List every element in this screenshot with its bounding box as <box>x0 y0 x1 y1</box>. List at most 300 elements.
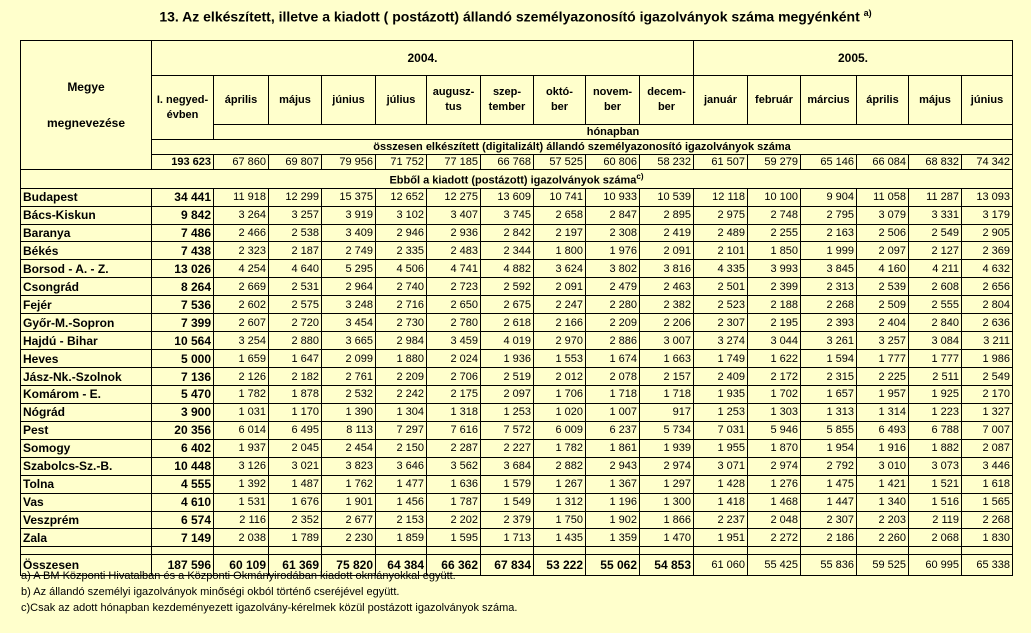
value-cell: 4 555 <box>152 475 214 493</box>
value-cell: 2 091 <box>534 278 586 296</box>
value-cell: 2 677 <box>322 511 376 529</box>
value-cell: 1 303 <box>748 403 801 421</box>
value-cell: 5 855 <box>801 421 857 439</box>
value-cell: 2 519 <box>481 368 534 386</box>
table-row <box>21 475 1013 493</box>
value-cell: 2 509 <box>857 296 909 314</box>
value-cell: 1 787 <box>427 493 481 511</box>
value-cell: 1 390 <box>322 403 376 421</box>
value-cell: 10 564 <box>152 332 214 350</box>
value-cell: 2 202 <box>427 511 481 529</box>
value-cell: 5 295 <box>322 260 376 278</box>
value-cell: 2 847 <box>586 206 640 224</box>
value-cell: 1 618 <box>962 475 1013 493</box>
value-cell: 2 943 <box>586 457 640 475</box>
value-cell: 1 421 <box>857 475 909 493</box>
value-cell: 3 021 <box>269 457 322 475</box>
value-cell: 34 441 <box>152 188 214 206</box>
county-name: Fejér <box>21 296 152 314</box>
value-cell: 2 255 <box>748 224 801 242</box>
value-cell: 2 555 <box>909 296 962 314</box>
value-cell: 917 <box>640 403 694 421</box>
produced-totals-row <box>21 155 1013 170</box>
table-row <box>21 421 1013 439</box>
value-cell: 1 955 <box>694 439 748 457</box>
month-header: május <box>909 76 962 125</box>
table-row <box>21 439 1013 457</box>
value-cell: 3 454 <box>322 314 376 332</box>
month-header: novem- ber <box>586 76 640 125</box>
footnote: a) A BM Központi Hivatalban és a Központi Okmányirodában kiadott okmányokkal együtt. <box>21 570 456 582</box>
value-cell: 2 549 <box>962 368 1013 386</box>
value-cell: 3 919 <box>322 206 376 224</box>
value-cell: 2 946 <box>376 224 427 242</box>
value-cell: 4 610 <box>152 493 214 511</box>
value-cell: 7 007 <box>962 421 1013 439</box>
value-cell: 2 206 <box>640 314 694 332</box>
value-cell: 5 734 <box>640 421 694 439</box>
value-cell: 1 939 <box>640 439 694 457</box>
value-cell: 6 014 <box>214 421 269 439</box>
value-cell: 3 459 <box>427 332 481 350</box>
value-cell: 3 248 <box>322 296 376 314</box>
value-cell: 2 842 <box>481 224 534 242</box>
value-cell: 2 307 <box>801 511 857 529</box>
value-cell: 2 970 <box>534 332 586 350</box>
value-cell: 2 882 <box>534 457 586 475</box>
value-cell: 1 594 <box>801 350 857 368</box>
value-cell: 1 901 <box>322 493 376 511</box>
summary-value-cell: 64 384 <box>376 555 427 576</box>
county-name: Bács-Kiskun <box>21 206 152 224</box>
summary-value-cell: 65 338 <box>962 555 1013 576</box>
value-cell: 2 382 <box>640 296 694 314</box>
value-cell: 3 816 <box>640 260 694 278</box>
month-header: április <box>214 76 269 125</box>
value-cell: 3 179 <box>962 206 1013 224</box>
value-cell: 12 118 <box>694 188 748 206</box>
value-cell: 2 315 <box>801 368 857 386</box>
value-cell: 2 549 <box>909 224 962 242</box>
value-cell: 1 718 <box>586 385 640 403</box>
value-cell: 2 506 <box>857 224 909 242</box>
value-cell: 10 933 <box>586 188 640 206</box>
value-cell: 2 195 <box>748 314 801 332</box>
value-cell: 3 257 <box>269 206 322 224</box>
title-text: 13. Az elkészített, illetve a kiadott ( postázott) állandó személyazonosító igazolványok száma megyénként <box>159 8 860 25</box>
value-cell: 2 038 <box>214 529 269 547</box>
value-cell: 3 044 <box>748 332 801 350</box>
value-cell: 1 986 <box>962 350 1013 368</box>
value-cell: 7 616 <box>427 421 481 439</box>
value-cell: 2 618 <box>481 314 534 332</box>
produced-total-cell: 60 806 <box>586 155 640 170</box>
value-cell: 2 975 <box>694 206 748 224</box>
value-cell: 1 674 <box>586 350 640 368</box>
county-name: Heves <box>21 350 152 368</box>
county-name: Borsod - A. - Z. <box>21 260 152 278</box>
value-cell: 2 268 <box>801 296 857 314</box>
value-cell: 2 964 <box>322 278 376 296</box>
value-cell: 6 495 <box>269 421 322 439</box>
table-row <box>21 511 1013 529</box>
total-produced-label: összesen elkészített (digitalizált) állandó személyazonosító igazolványok száma <box>152 140 1013 155</box>
produced-total-cell: 69 807 <box>269 155 322 170</box>
value-cell: 1 300 <box>640 493 694 511</box>
value-cell: 2 592 <box>481 278 534 296</box>
value-cell: 1 659 <box>214 350 269 368</box>
value-cell: 2 489 <box>694 224 748 242</box>
value-cell: 1 468 <box>748 493 801 511</box>
month-header: április <box>857 76 909 125</box>
county-name: Tolna <box>21 475 152 493</box>
value-cell: 2 538 <box>269 224 322 242</box>
value-cell: 1 636 <box>427 475 481 493</box>
value-cell: 2 099 <box>322 350 376 368</box>
value-cell: 10 100 <box>748 188 801 206</box>
produced-total-cell: 67 860 <box>214 155 269 170</box>
month-header: május <box>269 76 322 125</box>
value-cell: 2 335 <box>376 242 427 260</box>
value-cell: 4 640 <box>269 260 322 278</box>
value-cell: 1 475 <box>801 475 857 493</box>
value-cell: 1 777 <box>909 350 962 368</box>
month-header: március <box>801 76 857 125</box>
county-name: Békés <box>21 242 152 260</box>
table-row <box>21 332 1013 350</box>
first-quarter-header: I. negyed- évben <box>152 76 214 140</box>
value-cell: 1 782 <box>214 385 269 403</box>
month-header: július <box>376 76 427 125</box>
value-cell: 2 840 <box>909 314 962 332</box>
county-name: Hajdú - Bihar <box>21 332 152 350</box>
value-cell: 1 531 <box>214 493 269 511</box>
value-cell: 2 532 <box>322 385 376 403</box>
summary-value-cell: 60 109 <box>214 555 269 576</box>
value-cell: 13 093 <box>962 188 1013 206</box>
summary-value-cell: 60 995 <box>909 555 962 576</box>
value-cell: 2 740 <box>376 278 427 296</box>
value-cell: 5 470 <box>152 385 214 403</box>
value-cell: 1 565 <box>962 493 1013 511</box>
table-row <box>21 224 1013 242</box>
value-cell: 2 313 <box>801 278 857 296</box>
month-header: június <box>962 76 1013 125</box>
value-cell: 2 127 <box>909 242 962 260</box>
value-cell: 2 379 <box>481 511 534 529</box>
value-cell: 7 031 <box>694 421 748 439</box>
county-name: Komárom - E. <box>21 385 152 403</box>
value-cell: 1 800 <box>534 242 586 260</box>
value-cell: 2 272 <box>748 529 801 547</box>
value-cell: 1 223 <box>909 403 962 421</box>
county-name: Csongrád <box>21 278 152 296</box>
value-cell: 1 312 <box>534 493 586 511</box>
county-name: Szabolcs-Sz.-B. <box>21 457 152 475</box>
value-cell: 2 175 <box>427 385 481 403</box>
value-cell: 3 071 <box>694 457 748 475</box>
value-cell: 4 882 <box>481 260 534 278</box>
value-cell: 2 307 <box>694 314 748 332</box>
value-cell: 2 203 <box>857 511 909 529</box>
value-cell: 2 974 <box>640 457 694 475</box>
value-cell: 2 227 <box>481 439 534 457</box>
value-cell: 3 007 <box>640 332 694 350</box>
value-cell: 1 276 <box>748 475 801 493</box>
value-cell: 2 247 <box>534 296 586 314</box>
value-cell: 1 622 <box>748 350 801 368</box>
value-cell: 1 870 <box>748 439 801 457</box>
value-cell: 1 782 <box>534 439 586 457</box>
value-cell: 1 657 <box>801 385 857 403</box>
county-name: Nógrád <box>21 403 152 421</box>
title-footnote-marker: a) <box>863 8 872 18</box>
county-rows <box>21 188 1013 576</box>
value-cell: 1 359 <box>586 529 640 547</box>
value-cell: 2 675 <box>481 296 534 314</box>
value-cell: 2 607 <box>214 314 269 332</box>
table-row <box>21 457 1013 475</box>
value-cell: 2 209 <box>376 368 427 386</box>
value-cell: 2 012 <box>534 368 586 386</box>
month-header: decem- ber <box>640 76 694 125</box>
month-header: június <box>322 76 376 125</box>
value-cell: 1 579 <box>481 475 534 493</box>
value-cell: 11 287 <box>909 188 962 206</box>
value-cell: 4 254 <box>214 260 269 278</box>
county-header-line1: Megye <box>67 80 105 94</box>
value-cell: 4 160 <box>857 260 909 278</box>
value-cell: 1 850 <box>748 242 801 260</box>
value-cell: 2 097 <box>857 242 909 260</box>
value-cell: 1 861 <box>586 439 640 457</box>
value-cell: 15 375 <box>322 188 376 206</box>
value-cell: 2 636 <box>962 314 1013 332</box>
county-name: Pest <box>21 421 152 439</box>
summary-value-cell: 55 836 <box>801 555 857 576</box>
page-title <box>0 8 1031 25</box>
value-cell: 1 976 <box>586 242 640 260</box>
value-cell: 4 211 <box>909 260 962 278</box>
value-cell: 2 780 <box>427 314 481 332</box>
value-cell: 3 624 <box>534 260 586 278</box>
value-cell: 2 650 <box>427 296 481 314</box>
value-cell: 2 575 <box>269 296 322 314</box>
value-cell: 1 367 <box>586 475 640 493</box>
summary-value-cell: 55 425 <box>748 555 801 576</box>
value-cell: 1 340 <box>857 493 909 511</box>
value-cell: 2 454 <box>322 439 376 457</box>
month-header: októ- ber <box>534 76 586 125</box>
value-cell: 1 477 <box>376 475 427 493</box>
value-cell: 2 905 <box>962 224 1013 242</box>
table-row <box>21 260 1013 278</box>
value-cell: 3 900 <box>152 403 214 421</box>
value-cell: 7 486 <box>152 224 214 242</box>
value-cell: 2 260 <box>857 529 909 547</box>
value-cell: 2 369 <box>962 242 1013 260</box>
produced-total-cell: 61 507 <box>694 155 748 170</box>
summary-value-cell: 61 369 <box>269 555 322 576</box>
value-cell: 9 904 <box>801 188 857 206</box>
produced-total-cell: 59 279 <box>748 155 801 170</box>
value-cell: 1 935 <box>694 385 748 403</box>
value-cell: 2 344 <box>481 242 534 260</box>
value-cell: 3 126 <box>214 457 269 475</box>
value-cell: 2 706 <box>427 368 481 386</box>
value-cell: 3 264 <box>214 206 269 224</box>
summary-value-cell: 61 060 <box>694 555 748 576</box>
value-cell: 6 574 <box>152 511 214 529</box>
value-cell: 2 097 <box>481 385 534 403</box>
statistics-table <box>20 40 1013 576</box>
month-header: augusz- tus <box>427 76 481 125</box>
value-cell: 2 182 <box>269 368 322 386</box>
value-cell: 7 572 <box>481 421 534 439</box>
value-cell: 1 777 <box>857 350 909 368</box>
value-cell: 2 608 <box>909 278 962 296</box>
value-cell: 2 936 <box>427 224 481 242</box>
produced-total-cell: 79 956 <box>322 155 376 170</box>
value-cell: 2 045 <box>269 439 322 457</box>
value-cell: 1 925 <box>909 385 962 403</box>
month-header: szep- tember <box>481 76 534 125</box>
table-row <box>21 403 1013 421</box>
value-cell: 2 501 <box>694 278 748 296</box>
value-cell: 2 795 <box>801 206 857 224</box>
value-cell: 3 084 <box>909 332 962 350</box>
value-cell: 1 830 <box>962 529 1013 547</box>
produced-total-cell: 58 232 <box>640 155 694 170</box>
value-cell: 3 409 <box>322 224 376 242</box>
value-cell: 2 792 <box>801 457 857 475</box>
value-cell: 2 308 <box>586 224 640 242</box>
issued-label-text: Ebből a kiadott (postázott) igazolványok száma <box>389 174 637 187</box>
value-cell: 1 676 <box>269 493 322 511</box>
produced-total-cell: 71 752 <box>376 155 427 170</box>
value-cell: 1 866 <box>640 511 694 529</box>
value-cell: 3 254 <box>214 332 269 350</box>
value-cell: 2 225 <box>857 368 909 386</box>
value-cell: 2 880 <box>269 332 322 350</box>
value-cell: 20 356 <box>152 421 214 439</box>
value-cell: 2 287 <box>427 439 481 457</box>
value-cell: 2 087 <box>962 439 1013 457</box>
county-name: Vas <box>21 493 152 511</box>
value-cell: 1 297 <box>640 475 694 493</box>
value-cell: 2 280 <box>586 296 640 314</box>
value-cell: 2 068 <box>909 529 962 547</box>
value-cell: 2 101 <box>694 242 748 260</box>
value-cell: 3 823 <box>322 457 376 475</box>
value-cell: 11 918 <box>214 188 269 206</box>
table-row <box>21 278 1013 296</box>
value-cell: 1 954 <box>801 439 857 457</box>
table-row <box>21 206 1013 224</box>
value-cell: 1 937 <box>214 439 269 457</box>
value-cell: 1 750 <box>534 511 586 529</box>
value-cell: 1 789 <box>269 529 322 547</box>
value-cell: 3 261 <box>801 332 857 350</box>
value-cell: 2 352 <box>269 511 322 529</box>
value-cell: 3 257 <box>857 332 909 350</box>
value-cell: 3 446 <box>962 457 1013 475</box>
value-cell: 7 297 <box>376 421 427 439</box>
value-cell: 1 663 <box>640 350 694 368</box>
value-cell: 4 741 <box>427 260 481 278</box>
value-cell: 1 428 <box>694 475 748 493</box>
value-cell: 3 684 <box>481 457 534 475</box>
value-cell: 1 702 <box>748 385 801 403</box>
value-cell: 1 749 <box>694 350 748 368</box>
produced-total-cell: 57 525 <box>534 155 586 170</box>
value-cell: 1 318 <box>427 403 481 421</box>
value-cell: 3 102 <box>376 206 427 224</box>
produced-total-cell: 74 342 <box>962 155 1013 170</box>
value-cell: 1 916 <box>857 439 909 457</box>
value-cell: 1 267 <box>534 475 586 493</box>
value-cell: 1 304 <box>376 403 427 421</box>
value-cell: 6 493 <box>857 421 909 439</box>
table-row <box>21 529 1013 547</box>
year-2004-header: 2004. <box>152 41 694 76</box>
value-cell: 2 186 <box>801 529 857 547</box>
value-cell: 3 802 <box>586 260 640 278</box>
value-cell: 8 264 <box>152 278 214 296</box>
value-cell: 2 024 <box>427 350 481 368</box>
value-cell: 1 314 <box>857 403 909 421</box>
county-column-header <box>21 41 152 170</box>
value-cell: 5 946 <box>748 421 801 439</box>
summary-value-cell: 187 596 <box>152 555 214 576</box>
value-cell: 2 237 <box>694 511 748 529</box>
value-cell: 12 652 <box>376 188 427 206</box>
value-cell: 2 716 <box>376 296 427 314</box>
value-cell: 2 658 <box>534 206 586 224</box>
summary-value-cell: 66 362 <box>427 555 481 576</box>
value-cell: 1 170 <box>269 403 322 421</box>
value-cell: 2 268 <box>962 511 1013 529</box>
value-cell: 2 404 <box>857 314 909 332</box>
month-header: február <box>748 76 801 125</box>
value-cell: 2 466 <box>214 224 269 242</box>
value-cell: 3 079 <box>857 206 909 224</box>
table-row <box>21 242 1013 260</box>
value-cell: 1 392 <box>214 475 269 493</box>
summary-label: Összesen <box>21 555 152 576</box>
value-cell: 2 720 <box>269 314 322 332</box>
value-cell: 3 665 <box>322 332 376 350</box>
summary-value-cell: 55 062 <box>586 555 640 576</box>
county-header-line2: megnevezése <box>46 116 126 130</box>
value-cell: 1 253 <box>694 403 748 421</box>
value-cell: 2 656 <box>962 278 1013 296</box>
value-cell: 1 553 <box>534 350 586 368</box>
value-cell: 2 669 <box>214 278 269 296</box>
value-cell: 1 713 <box>481 529 534 547</box>
value-cell: 1 957 <box>857 385 909 403</box>
produced-total-cell: 193 623 <box>152 155 214 170</box>
value-cell: 3 407 <box>427 206 481 224</box>
value-cell: 1 020 <box>534 403 586 421</box>
value-cell: 2 163 <box>801 224 857 242</box>
value-cell: 1 487 <box>269 475 322 493</box>
table-row <box>21 368 1013 386</box>
value-cell: 3 331 <box>909 206 962 224</box>
table-row <box>21 493 1013 511</box>
county-name: Baranya <box>21 224 152 242</box>
county-name: Jász-Nk.-Szolnok <box>21 368 152 386</box>
